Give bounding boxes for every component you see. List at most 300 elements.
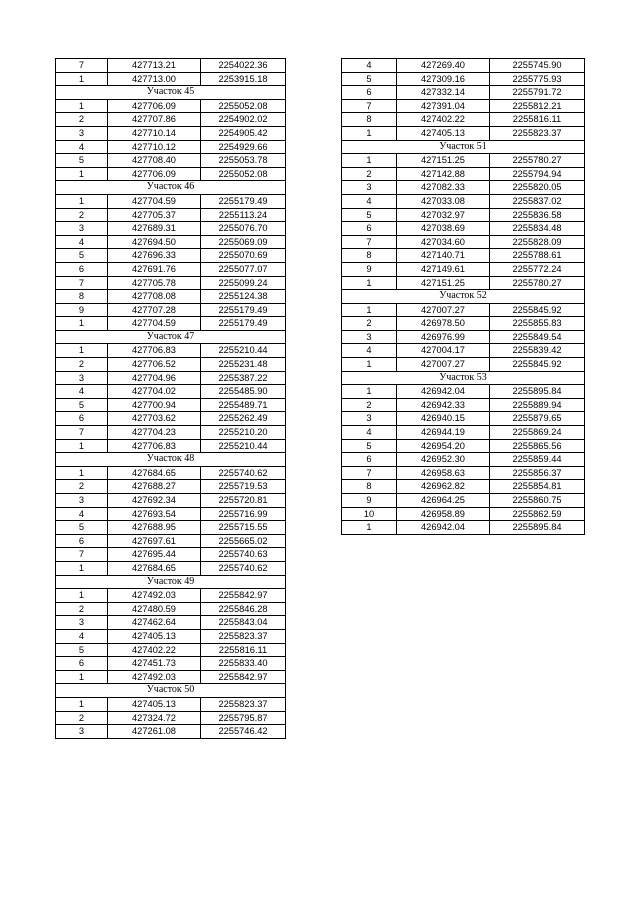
point-number-cell: 5: [56, 249, 108, 263]
y-coordinate-cell: 2255076.70: [201, 222, 286, 236]
y-coordinate-cell: 2255889.94: [490, 398, 585, 412]
point-number-cell: 1: [56, 561, 108, 575]
table-row: [342, 154, 585, 168]
table-row: [56, 262, 286, 276]
point-number-cell: 4: [342, 426, 397, 440]
table-row: [342, 126, 585, 140]
table-row: [342, 330, 585, 344]
table-body: [56, 59, 286, 739]
point-number-cell: 8: [342, 113, 397, 127]
y-coordinate-cell: 2255869.24: [490, 426, 585, 440]
table-row: [56, 697, 286, 711]
table-row: [342, 480, 585, 494]
table-row: [342, 222, 585, 236]
point-number-cell: 10: [342, 507, 397, 521]
table-row: [56, 711, 286, 725]
table-row: [56, 426, 286, 440]
x-coordinate-cell: 427697.61: [108, 534, 201, 548]
point-number-cell: 4: [342, 344, 397, 358]
point-number-cell: 9: [342, 262, 397, 276]
table-row: [342, 86, 585, 100]
point-number-cell: 1: [342, 126, 397, 140]
point-number-cell: 1: [56, 99, 108, 113]
y-coordinate-cell: 2255179.49: [201, 303, 286, 317]
table-row: [342, 426, 585, 440]
y-coordinate-cell: 2254022.36: [201, 59, 286, 73]
x-coordinate-cell: 427704.96: [108, 371, 201, 385]
point-number-cell: 4: [56, 507, 108, 521]
x-coordinate-cell: 426964.25: [397, 494, 490, 508]
y-coordinate-cell: 2255099.24: [201, 276, 286, 290]
table-row: [56, 303, 286, 317]
y-coordinate-cell: 2255860.75: [490, 494, 585, 508]
y-coordinate-cell: 2255772.24: [490, 262, 585, 276]
x-coordinate-cell: 427695.44: [108, 548, 201, 562]
table-row: [56, 670, 286, 684]
x-coordinate-cell: 427704.02: [108, 385, 201, 399]
table-row: [56, 290, 286, 304]
point-number-cell: 1: [56, 589, 108, 603]
y-coordinate-cell: 2255795.87: [201, 711, 286, 725]
y-coordinate-cell: 2255849.54: [490, 330, 585, 344]
y-coordinate-cell: 2255794.94: [490, 167, 585, 181]
point-number-cell: 7: [342, 466, 397, 480]
section-header-row: [342, 140, 585, 154]
x-coordinate-cell: 427693.54: [108, 507, 201, 521]
x-coordinate-cell: 427705.78: [108, 276, 201, 290]
x-coordinate-cell: 426940.15: [397, 412, 490, 426]
point-number-cell: 3: [56, 126, 108, 140]
table-row: [56, 398, 286, 412]
table-row: [342, 521, 585, 535]
point-number-cell: 6: [342, 453, 397, 467]
point-number-cell: 3: [56, 371, 108, 385]
x-coordinate-cell: 427689.31: [108, 222, 201, 236]
y-coordinate-cell: 2255833.40: [201, 657, 286, 671]
point-number-cell: 7: [56, 426, 108, 440]
y-coordinate-cell: 2254902.02: [201, 113, 286, 127]
x-coordinate-cell: 427149.61: [397, 262, 490, 276]
y-coordinate-cell: 2255665.02: [201, 534, 286, 548]
y-coordinate-cell: 2255895.84: [490, 385, 585, 399]
x-coordinate-cell: 427462.64: [108, 616, 201, 630]
point-number-cell: 2: [342, 398, 397, 412]
x-coordinate-cell: 427707.86: [108, 113, 201, 127]
x-coordinate-cell: 427324.72: [108, 711, 201, 725]
point-number-cell: 3: [56, 494, 108, 508]
x-coordinate-cell: 427708.40: [108, 154, 201, 168]
table-row: [56, 494, 286, 508]
point-number-cell: 1: [342, 385, 397, 399]
section-header-row: [56, 330, 286, 344]
point-number-cell: 5: [56, 521, 108, 535]
y-coordinate-cell: 2255788.61: [490, 249, 585, 263]
y-coordinate-cell: 2255210.20: [201, 426, 286, 440]
table-row: [342, 208, 585, 222]
x-coordinate-cell: 427451.73: [108, 657, 201, 671]
table-row: [56, 548, 286, 562]
y-coordinate-cell: 2255053.78: [201, 154, 286, 168]
y-coordinate-cell: 2255179.49: [201, 317, 286, 331]
y-coordinate-cell: 2255113.24: [201, 208, 286, 222]
y-coordinate-cell: 2255746.42: [201, 725, 286, 739]
table-row: [56, 222, 286, 236]
x-coordinate-cell: 427704.59: [108, 317, 201, 331]
x-coordinate-cell: 427038.69: [397, 222, 490, 236]
y-coordinate-cell: 2255845.92: [490, 303, 585, 317]
point-number-cell: 7: [56, 59, 108, 73]
table-row: [56, 59, 286, 73]
point-number-cell: 1: [342, 276, 397, 290]
table-row: [342, 262, 585, 276]
table-row: [56, 249, 286, 263]
y-coordinate-cell: 2255855.83: [490, 317, 585, 331]
point-number-cell: 6: [342, 222, 397, 236]
point-number-cell: 2: [56, 480, 108, 494]
table-row: [56, 72, 286, 86]
table-row: [342, 59, 585, 73]
x-coordinate-cell: 426952.30: [397, 453, 490, 467]
table-row: [56, 99, 286, 113]
y-coordinate-cell: 2255823.37: [201, 629, 286, 643]
x-coordinate-cell: 426978.50: [397, 317, 490, 331]
point-number-cell: 9: [56, 303, 108, 317]
table-row: [56, 235, 286, 249]
y-coordinate-cell: 2255842.97: [201, 589, 286, 603]
x-coordinate-cell: 427700.94: [108, 398, 201, 412]
x-coordinate-cell: 427706.83: [108, 439, 201, 453]
x-coordinate-cell: 427332.14: [397, 86, 490, 100]
x-coordinate-cell: 427713.00: [108, 72, 201, 86]
x-coordinate-cell: 427033.08: [397, 194, 490, 208]
table-row: [56, 602, 286, 616]
x-coordinate-cell: 427405.13: [108, 629, 201, 643]
point-number-cell: 6: [56, 262, 108, 276]
table-row: [56, 140, 286, 154]
y-coordinate-cell: 2255052.08: [201, 99, 286, 113]
y-coordinate-cell: 2255387.22: [201, 371, 286, 385]
y-coordinate-cell: 2255485.90: [201, 385, 286, 399]
point-number-cell: 6: [56, 534, 108, 548]
table-row: [56, 126, 286, 140]
table-row: [342, 398, 585, 412]
table-row: [56, 344, 286, 358]
x-coordinate-cell: 427082.33: [397, 181, 490, 195]
point-number-cell: 5: [56, 398, 108, 412]
x-coordinate-cell: 427391.04: [397, 99, 490, 113]
point-number-cell: 8: [56, 290, 108, 304]
table-row: [342, 72, 585, 86]
section-header-row: [56, 181, 286, 195]
y-coordinate-cell: 2255720.81: [201, 494, 286, 508]
y-coordinate-cell: 2255069.09: [201, 235, 286, 249]
coordinates-table-left: [55, 58, 286, 739]
y-coordinate-cell: 2255859.44: [490, 453, 585, 467]
x-coordinate-cell: 426958.89: [397, 507, 490, 521]
x-coordinate-cell: 427142.88: [397, 167, 490, 181]
point-number-cell: 7: [56, 276, 108, 290]
x-coordinate-cell: 427706.83: [108, 344, 201, 358]
table-row: [342, 344, 585, 358]
x-coordinate-cell: 427684.65: [108, 561, 201, 575]
x-coordinate-cell: 427309.16: [397, 72, 490, 86]
x-coordinate-cell: 427492.03: [108, 589, 201, 603]
point-number-cell: 2: [56, 358, 108, 372]
x-coordinate-cell: 427480.59: [108, 602, 201, 616]
table-row: [56, 657, 286, 671]
x-coordinate-cell: 427706.09: [108, 167, 201, 181]
section-title: Участок 51: [342, 140, 585, 154]
x-coordinate-cell: 427492.03: [108, 670, 201, 684]
table-row: [342, 99, 585, 113]
section-title: Участок 45: [56, 86, 286, 100]
point-number-cell: 2: [56, 602, 108, 616]
point-number-cell: 1: [56, 167, 108, 181]
point-number-cell: 2: [56, 208, 108, 222]
y-coordinate-cell: 2255716.99: [201, 507, 286, 521]
table-row: [56, 371, 286, 385]
x-coordinate-cell: 426942.33: [397, 398, 490, 412]
y-coordinate-cell: 2255816.11: [490, 113, 585, 127]
point-number-cell: 1: [342, 303, 397, 317]
point-number-cell: 2: [56, 711, 108, 725]
y-coordinate-cell: 2255780.27: [490, 276, 585, 290]
x-coordinate-cell: 427704.59: [108, 194, 201, 208]
section-title: Участок 52: [342, 290, 585, 304]
section-title: Участок 50: [56, 684, 286, 698]
table-row: [56, 194, 286, 208]
x-coordinate-cell: 427705.37: [108, 208, 201, 222]
x-coordinate-cell: 427151.25: [397, 276, 490, 290]
table-row: [342, 494, 585, 508]
x-coordinate-cell: 427140.71: [397, 249, 490, 263]
y-coordinate-cell: 2255791.72: [490, 86, 585, 100]
table-row: [342, 167, 585, 181]
table-row: [342, 466, 585, 480]
y-coordinate-cell: 2255210.44: [201, 439, 286, 453]
y-coordinate-cell: 2255745.90: [490, 59, 585, 73]
y-coordinate-cell: 2255879.65: [490, 412, 585, 426]
point-number-cell: 7: [56, 548, 108, 562]
point-number-cell: 3: [342, 412, 397, 426]
table-row: [342, 181, 585, 195]
x-coordinate-cell: 427707.28: [108, 303, 201, 317]
table-row: [342, 317, 585, 331]
x-coordinate-cell: 427034.60: [397, 235, 490, 249]
table-row: [56, 507, 286, 521]
x-coordinate-cell: 427691.76: [108, 262, 201, 276]
x-coordinate-cell: 427402.22: [397, 113, 490, 127]
x-coordinate-cell: 427703.62: [108, 412, 201, 426]
x-coordinate-cell: 427692.34: [108, 494, 201, 508]
y-coordinate-cell: 2255854.81: [490, 480, 585, 494]
table-row: [56, 534, 286, 548]
y-coordinate-cell: 2255856.37: [490, 466, 585, 480]
x-coordinate-cell: 427007.27: [397, 303, 490, 317]
table-row: [56, 154, 286, 168]
section-title: Участок 53: [342, 371, 585, 385]
y-coordinate-cell: 2255834.48: [490, 222, 585, 236]
y-coordinate-cell: 2254905.42: [201, 126, 286, 140]
x-coordinate-cell: 427402.22: [108, 643, 201, 657]
table-row: [342, 507, 585, 521]
table-row: [342, 412, 585, 426]
y-coordinate-cell: 2255837.02: [490, 194, 585, 208]
x-coordinate-cell: 427684.65: [108, 466, 201, 480]
y-coordinate-cell: 2255489.71: [201, 398, 286, 412]
y-coordinate-cell: 2255812.21: [490, 99, 585, 113]
x-coordinate-cell: 426962.82: [397, 480, 490, 494]
point-number-cell: 3: [342, 181, 397, 195]
y-coordinate-cell: 2255836.58: [490, 208, 585, 222]
section-header-row: [342, 290, 585, 304]
y-coordinate-cell: 2253915.18: [201, 72, 286, 86]
table-row: [56, 589, 286, 603]
x-coordinate-cell: 427688.27: [108, 480, 201, 494]
x-coordinate-cell: 426942.04: [397, 385, 490, 399]
table-row: [56, 208, 286, 222]
y-coordinate-cell: 2255077.07: [201, 262, 286, 276]
section-title: Участок 48: [56, 453, 286, 467]
y-coordinate-cell: 2255231.48: [201, 358, 286, 372]
x-coordinate-cell: 426976.99: [397, 330, 490, 344]
x-coordinate-cell: 427710.14: [108, 126, 201, 140]
table-row: [342, 453, 585, 467]
y-coordinate-cell: 2255828.09: [490, 235, 585, 249]
x-coordinate-cell: 427713.21: [108, 59, 201, 73]
y-coordinate-cell: 2255895.84: [490, 521, 585, 535]
table-row: [342, 358, 585, 372]
point-number-cell: 5: [342, 72, 397, 86]
x-coordinate-cell: 427269.40: [397, 59, 490, 73]
section-header-row: [56, 86, 286, 100]
table-row: [56, 317, 286, 331]
table-body: [342, 59, 585, 535]
point-number-cell: 5: [56, 154, 108, 168]
point-number-cell: 8: [342, 249, 397, 263]
x-coordinate-cell: 427708.08: [108, 290, 201, 304]
x-coordinate-cell: 427261.08: [108, 725, 201, 739]
point-number-cell: 1: [342, 521, 397, 535]
point-number-cell: 1: [56, 317, 108, 331]
y-coordinate-cell: 2255820.05: [490, 181, 585, 195]
y-coordinate-cell: 2255070.69: [201, 249, 286, 263]
point-number-cell: 1: [56, 344, 108, 358]
point-number-cell: 3: [56, 725, 108, 739]
point-number-cell: 2: [56, 113, 108, 127]
table-row: [342, 276, 585, 290]
section-header-row: [342, 371, 585, 385]
table-row: [56, 466, 286, 480]
table-row: [56, 561, 286, 575]
table-row: [56, 480, 286, 494]
x-coordinate-cell: 427706.52: [108, 358, 201, 372]
table-row: [56, 643, 286, 657]
y-coordinate-cell: 2255823.37: [490, 126, 585, 140]
table-row: [342, 194, 585, 208]
point-number-cell: 5: [342, 208, 397, 222]
table-row: [56, 167, 286, 181]
point-number-cell: 8: [342, 480, 397, 494]
y-coordinate-cell: 2255740.62: [201, 561, 286, 575]
x-coordinate-cell: 426958.63: [397, 466, 490, 480]
x-coordinate-cell: 427694.50: [108, 235, 201, 249]
x-coordinate-cell: 427704.23: [108, 426, 201, 440]
table-row: [342, 439, 585, 453]
table-row: [56, 412, 286, 426]
point-number-cell: 4: [56, 385, 108, 399]
section-header-row: [56, 453, 286, 467]
table-row: [56, 725, 286, 739]
point-number-cell: 9: [342, 494, 397, 508]
x-coordinate-cell: 427004.17: [397, 344, 490, 358]
y-coordinate-cell: 2255865.56: [490, 439, 585, 453]
y-coordinate-cell: 2255823.37: [201, 697, 286, 711]
y-coordinate-cell: 2255124.38: [201, 290, 286, 304]
point-number-cell: 3: [56, 222, 108, 236]
x-coordinate-cell: 427405.13: [397, 126, 490, 140]
point-number-cell: 7: [342, 235, 397, 249]
y-coordinate-cell: 2254929.66: [201, 140, 286, 154]
y-coordinate-cell: 2255719.53: [201, 480, 286, 494]
point-number-cell: 1: [56, 697, 108, 711]
y-coordinate-cell: 2255780.27: [490, 154, 585, 168]
point-number-cell: 4: [56, 235, 108, 249]
point-number-cell: 4: [342, 59, 397, 73]
point-number-cell: 1: [56, 466, 108, 480]
point-number-cell: 3: [56, 616, 108, 630]
section-title: Участок 47: [56, 330, 286, 344]
section-header-row: [56, 684, 286, 698]
point-number-cell: 6: [342, 86, 397, 100]
section-title: Участок 46: [56, 181, 286, 195]
y-coordinate-cell: 2255052.08: [201, 167, 286, 181]
table-row: [56, 616, 286, 630]
x-coordinate-cell: 427032.97: [397, 208, 490, 222]
point-number-cell: 3: [342, 330, 397, 344]
point-number-cell: 1: [342, 358, 397, 372]
y-coordinate-cell: 2255842.97: [201, 670, 286, 684]
point-number-cell: 6: [56, 657, 108, 671]
table-row: [56, 358, 286, 372]
table-row: [56, 629, 286, 643]
y-coordinate-cell: 2255862.59: [490, 507, 585, 521]
coordinates-table-right: [341, 58, 585, 535]
y-coordinate-cell: 2255179.49: [201, 194, 286, 208]
point-number-cell: 4: [56, 629, 108, 643]
table-row: [56, 385, 286, 399]
y-coordinate-cell: 2255262.49: [201, 412, 286, 426]
y-coordinate-cell: 2255846.28: [201, 602, 286, 616]
x-coordinate-cell: 426944.19: [397, 426, 490, 440]
y-coordinate-cell: 2255740.62: [201, 466, 286, 480]
y-coordinate-cell: 2255775.93: [490, 72, 585, 86]
table-row: [342, 235, 585, 249]
x-coordinate-cell: 427688.95: [108, 521, 201, 535]
point-number-cell: 1: [56, 670, 108, 684]
point-number-cell: 5: [342, 439, 397, 453]
table-row: [56, 439, 286, 453]
point-number-cell: 4: [342, 194, 397, 208]
x-coordinate-cell: 427710.12: [108, 140, 201, 154]
section-title: Участок 49: [56, 575, 286, 589]
y-coordinate-cell: 2255210.44: [201, 344, 286, 358]
point-number-cell: 1: [342, 154, 397, 168]
table-row: [342, 385, 585, 399]
y-coordinate-cell: 2255839.42: [490, 344, 585, 358]
table-row: [342, 303, 585, 317]
point-number-cell: 6: [56, 412, 108, 426]
